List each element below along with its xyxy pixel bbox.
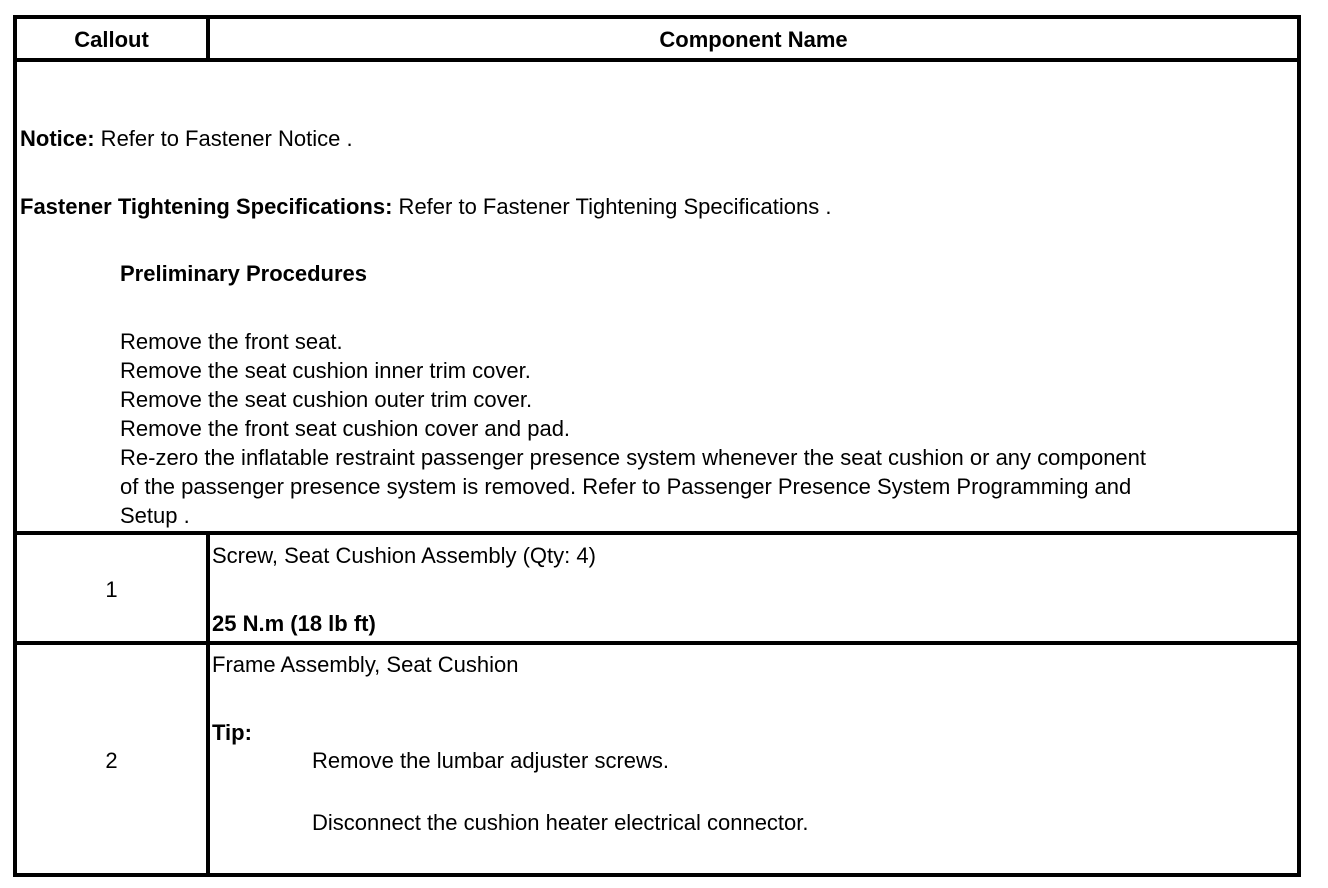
step-item: of the passenger presence system is removed. Refer to Passenger Presence System Programming and [120, 474, 1132, 499]
spec-label: Fastener Tightening Specifications: [20, 194, 393, 219]
spec-line [20, 194, 831, 220]
row-1-torque: 25 N.m (18 lb ft) [212, 611, 376, 636]
row-2-tip-item: Disconnect the cushion heater electrical connector. [312, 810, 809, 835]
notice-text: Refer to Fastener Notice . [94, 126, 353, 151]
step-item: Setup . [120, 503, 190, 528]
spec-text: Refer to Fastener Tightening Specifications . [392, 194, 832, 219]
header-callout: Callout [74, 27, 149, 52]
step-item: Remove the seat cushion outer trim cover. [120, 387, 533, 412]
notice-line [20, 126, 353, 152]
component-table [13, 15, 1301, 877]
column-divider-rows [206, 531, 210, 873]
row-1-callout: 1 [105, 577, 118, 602]
step-item: Remove the front seat cushion cover and pad. [120, 416, 571, 441]
row-2-component: Frame Assembly, Seat Cushion [212, 652, 519, 677]
notice-label: Notice: [20, 126, 95, 151]
header-component-name: Component Name [659, 27, 848, 52]
row-2-tip-label: Tip: [212, 720, 252, 745]
row-1-component: Screw, Seat Cushion Assembly (Qty: 4) [212, 543, 596, 568]
row-2-tip-item: Remove the lumbar adjuster screws. [312, 748, 670, 773]
row-2-callout: 2 [105, 748, 118, 773]
step-item: Remove the seat cushion inner trim cover. [120, 358, 531, 383]
step-item: Re-zero the inflatable restraint passenger presence system whenever the seat cushion or any component [120, 445, 1147, 470]
step-item: Remove the front seat. [120, 329, 343, 354]
preliminary-heading: Preliminary Procedures [120, 261, 368, 286]
